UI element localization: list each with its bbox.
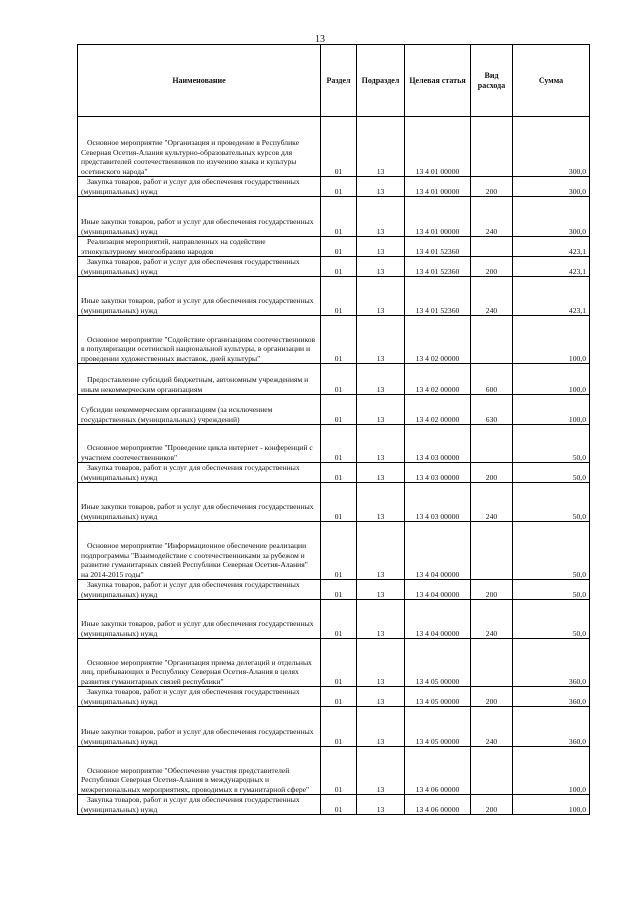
table-row [78,237,590,257]
row-razdel: 01 [321,687,357,707]
row-razdel: 01 [321,425,357,463]
header-razdel: Раздел [321,45,357,117]
row-razdel: 01 [321,639,357,687]
row-razdel: 01 [321,237,357,257]
row-podrazdel: 13 [357,197,405,237]
row-podrazdel: 13 [357,117,405,177]
row-vid [471,237,513,257]
row-vid: 630 [471,395,513,425]
row-podrazdel: 13 [357,316,405,364]
row-razdel: 01 [321,395,357,425]
row-vid: 240 [471,707,513,747]
row-podrazdel: 13 [357,463,405,483]
row-vid [471,747,513,795]
table-row [78,795,590,815]
row-celevaya: 13 4 02 00000 [405,395,471,425]
row-celevaya: 13 4 06 00000 [405,795,471,815]
row-summa: 50,0 [513,522,590,580]
row-razdel: 01 [321,795,357,815]
table-row [78,197,590,237]
row-celevaya: 13 4 01 00000 [405,117,471,177]
row-summa: 100,0 [513,364,590,395]
row-celevaya: 13 4 03 00000 [405,425,471,463]
row-vid [471,117,513,177]
row-vid: 240 [471,483,513,522]
table-row [78,600,590,639]
row-summa: 100,0 [513,395,590,425]
row-podrazdel: 13 [357,522,405,580]
row-vid: 240 [471,600,513,639]
table-row [78,747,590,795]
row-razdel: 01 [321,197,357,237]
row-razdel: 01 [321,364,357,395]
header-podrazdel: Подраздел [357,45,405,117]
table-row [78,483,590,522]
row-razdel: 01 [321,580,357,600]
header-vid: Вид расхода [471,45,513,117]
row-vid [471,316,513,364]
table-header [78,45,590,117]
row-podrazdel: 13 [357,395,405,425]
row-name: Основное мероприятие "Информационное обеспечение реализации подпрограммы "Взаимодействие с соотечественниками за рубежом и развитие гуманитарных связей Республики Северная Осетия-Алания" на 2014-2015 годы" [78,522,321,580]
row-celevaya: 13 4 05 00000 [405,687,471,707]
row-name: Закупка товаров, работ и услуг для обеспечения государственных (муниципальных) нужд [78,463,321,483]
row-name: Иные закупки товаров, работ и услуг для обеспечения государственных (муниципальных) нужд [78,483,321,522]
row-summa: 50,0 [513,580,590,600]
row-summa: 423,1 [513,277,590,316]
row-name: Иные закупки товаров, работ и услуг для обеспечения государственных (муниципальных) нужд [78,277,321,316]
row-name: Иные закупки товаров, работ и услуг для обеспечения государственных (муниципальных) нужд [78,600,321,639]
row-name: Закупка товаров, работ и услуг для обеспечения государственных (муниципальных) нужд [78,580,321,600]
row-celevaya: 13 4 01 52360 [405,277,471,316]
row-podrazdel: 13 [357,237,405,257]
row-podrazdel: 13 [357,747,405,795]
table-row [78,364,590,395]
row-name: Закупка товаров, работ и услуг для обеспечения государственных (муниципальных) нужд [78,257,321,277]
row-summa: 360,0 [513,639,590,687]
row-summa: 50,0 [513,600,590,639]
table-row [78,257,590,277]
row-name: Закупка товаров, работ и услуг для обеспечения государственных (муниципальных) нужд [78,687,321,707]
row-name: Закупка товаров, работ и услуг для обеспечения государственных (муниципальных) нужд [78,795,321,815]
row-summa: 300,0 [513,177,590,197]
row-celevaya: 13 4 05 00000 [405,639,471,687]
row-celevaya: 13 4 03 00000 [405,483,471,522]
table-row [78,707,590,747]
header-name: Наименование [78,45,321,117]
row-podrazdel: 13 [357,257,405,277]
table-row [78,463,590,483]
row-name: Основное мероприятие "Содействие организациям соотечественников в популяризации осетинской национальной культуры, в организации и проведении художественных выставок, дней культуры" [78,316,321,364]
row-podrazdel: 13 [357,580,405,600]
row-vid: 200 [471,257,513,277]
table-row [78,395,590,425]
row-celevaya: 13 4 01 52360 [405,237,471,257]
table-row [78,316,590,364]
row-name: Реализация мероприятий, направленных на содействие этнокультурному многообразию народов [78,237,321,257]
header-summa: Сумма [513,45,590,117]
row-name: Основное мероприятие "Организация приема делегаций и отдельных лиц, прибывающих в Республику Северная Осетия-Алания в целях развития гуманитарных связей республики" [78,639,321,687]
row-vid [471,425,513,463]
row-name: Субсидии некоммерческим организациям (за исключением государственных (муниципальных) учреждений) [78,395,321,425]
row-razdel: 01 [321,522,357,580]
row-name: Закупка товаров, работ и услуг для обеспечения государственных (муниципальных) нужд [78,177,321,197]
row-summa: 423,1 [513,257,590,277]
row-name: Основное мероприятие "Организация и проведение в Республике Северная Осетия-Алания культурно-образовательных курсов для представителей соотечественников по изучению языка и культуры осетинского народа" [78,117,321,177]
row-summa: 360,0 [513,707,590,747]
table-row [78,522,590,580]
budget-table [77,44,590,815]
row-celevaya: 13 4 02 00000 [405,316,471,364]
header-celevaya: Целевая статья [405,45,471,117]
row-vid: 200 [471,580,513,600]
page-number: 13 [315,34,325,45]
row-razdel: 01 [321,483,357,522]
table-row [78,277,590,316]
row-celevaya: 13 4 01 00000 [405,197,471,237]
row-podrazdel: 13 [357,707,405,747]
row-razdel: 01 [321,707,357,747]
row-summa: 100,0 [513,316,590,364]
row-podrazdel: 13 [357,600,405,639]
row-summa: 300,0 [513,197,590,237]
table-row [78,580,590,600]
row-vid [471,522,513,580]
row-podrazdel: 13 [357,364,405,395]
row-celevaya: 13 4 06 00000 [405,747,471,795]
table-body [78,117,590,815]
row-celevaya: 13 4 04 00000 [405,600,471,639]
row-razdel: 01 [321,600,357,639]
row-podrazdel: 13 [357,687,405,707]
row-celevaya: 13 4 01 00000 [405,177,471,197]
row-vid: 240 [471,197,513,237]
row-summa: 100,0 [513,795,590,815]
row-summa: 50,0 [513,425,590,463]
table-row [78,687,590,707]
row-summa: 100,0 [513,747,590,795]
row-name: Предоставление субсидий бюджетным, автономным учреждениям и иным некоммерческим организациям [78,364,321,395]
row-razdel: 01 [321,463,357,483]
row-name: Иные закупки товаров, работ и услуг для обеспечения государственных (муниципальных) нужд [78,197,321,237]
row-celevaya: 13 4 01 52360 [405,257,471,277]
row-podrazdel: 13 [357,795,405,815]
row-podrazdel: 13 [357,483,405,522]
row-summa: 300,0 [513,117,590,177]
table-row [78,639,590,687]
table-row [78,177,590,197]
row-razdel: 01 [321,277,357,316]
row-vid: 240 [471,277,513,316]
row-vid: 600 [471,364,513,395]
row-vid: 200 [471,795,513,815]
row-name: Иные закупки товаров, работ и услуг для обеспечения государственных (муниципальных) нужд [78,707,321,747]
row-vid [471,639,513,687]
table-row [78,117,590,177]
row-summa: 360,0 [513,687,590,707]
row-vid: 200 [471,463,513,483]
row-podrazdel: 13 [357,177,405,197]
row-podrazdel: 13 [357,639,405,687]
table-row [78,425,590,463]
row-name: Основное мероприятие "Обеспечение участия представителей Республики Северная Осетия-Алания в международных и межрегиональных мероприятиях, проводимых в гуманитарной сфере" [78,747,321,795]
row-summa: 50,0 [513,483,590,522]
row-celevaya: 13 4 04 00000 [405,522,471,580]
row-razdel: 01 [321,117,357,177]
row-podrazdel: 13 [357,425,405,463]
row-vid: 200 [471,687,513,707]
row-podrazdel: 13 [357,277,405,316]
row-summa: 423,1 [513,237,590,257]
row-razdel: 01 [321,747,357,795]
row-celevaya: 13 4 05 00000 [405,707,471,747]
row-summa: 50,0 [513,463,590,483]
row-razdel: 01 [321,177,357,197]
row-celevaya: 13 4 02 00000 [405,364,471,395]
row-razdel: 01 [321,316,357,364]
row-celevaya: 13 4 04 00000 [405,580,471,600]
row-celevaya: 13 4 03 00000 [405,463,471,483]
row-razdel: 01 [321,257,357,277]
row-name: Основное мероприятие "Проведение цикла интернет - конференций с участием соотечественников" [78,425,321,463]
row-vid: 200 [471,177,513,197]
